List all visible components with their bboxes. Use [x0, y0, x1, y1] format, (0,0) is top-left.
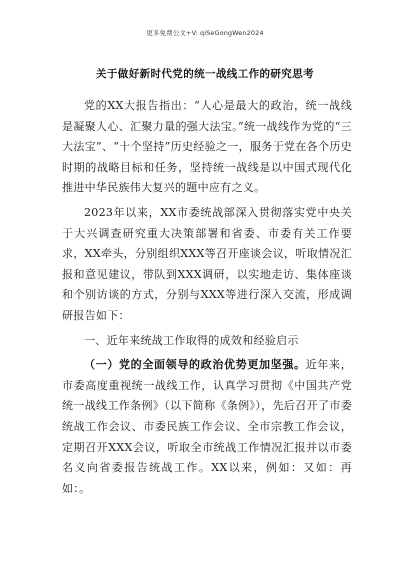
subsection-1-text: 近年来，市委高度重视统一战线工作，认真学习贯彻《中国共产党统一战线工作条例》（以下简称《条例》），先后召开了市委统战工作会议、市委民族工作会议、全市宗教工作会议，定期召开XXX会议，听取全市统战工作情况汇报并以市委名义向省委报告统战工作。XX以来，例如：又如：再如：。 — [62, 358, 353, 495]
paragraph-survey: 2023年以来，XX市委统战部深入贯彻落实党中央关于大兴调查研究重大决策部署和省委、市委有关工作要求，XX牵头，分别组织XXX等召开座谈会议，听取情况汇报和意见建议，带队到XXX调研，以实地走访、集体座谈和个别访谈的方式，分别与XXX等进行深入交流，形成调研报告如下： — [62, 205, 352, 322]
document-title: 关于做好新时代党的统一战线工作的研究思考 — [96, 68, 314, 80]
subsection-heading-1: （一）党的全面领导的政治优势更加坚强。 — [84, 358, 306, 372]
document-body — [62, 96, 352, 499]
section-heading-1: 一、近年来统战工作取得的成效和经验启示 — [84, 333, 299, 347]
subsection-1-paragraph — [62, 355, 352, 499]
header-promo-note: 更多免费公文+V: qiSeGongWen2024 — [146, 29, 264, 37]
paragraph-intro: 党的XX大报告指出：“人心是最大的政治，统一战线是凝聚人心、汇聚力量的强大法宝。”统一战线作为党的“三大法宝”、“十个坚持”历史经验之一，服务于党在各个历史时期的战略目标和任务，坚持统一战线是以中国式现代化推进中华民族伟大复兴的题中应有之义。 — [62, 99, 352, 195]
